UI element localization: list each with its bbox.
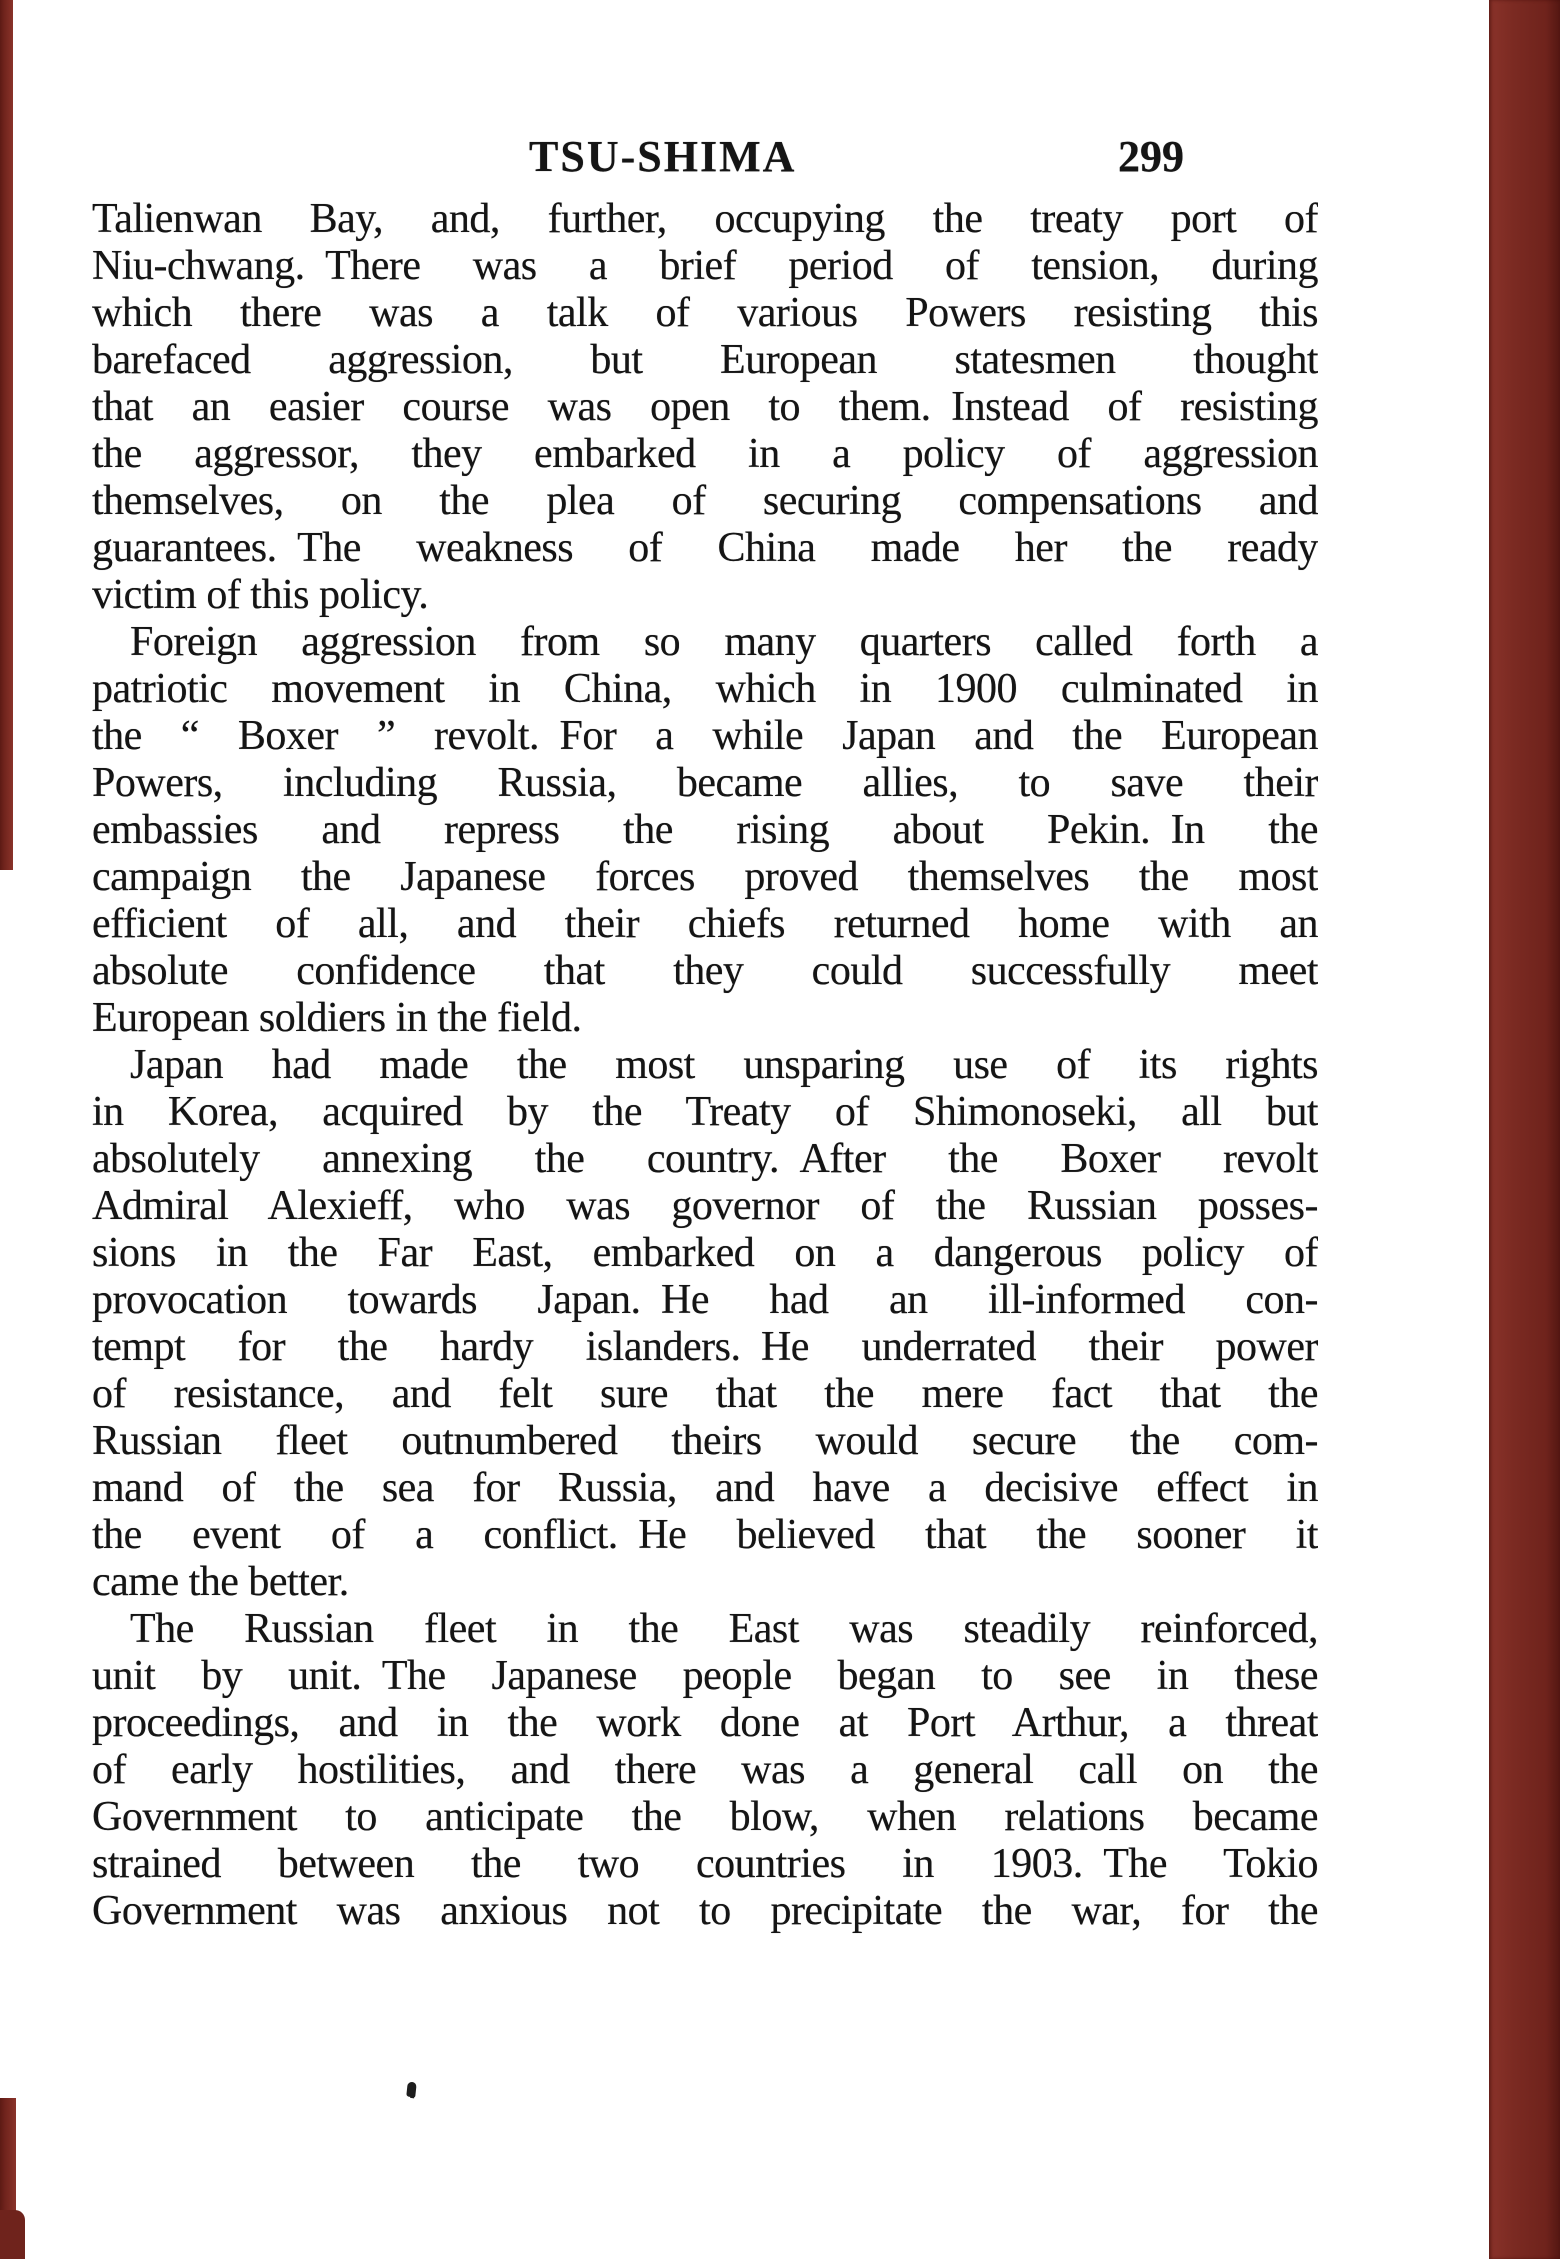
text-line: in Korea, acquired by the Treaty of Shimonoseki, all but — [92, 1089, 1318, 1135]
book-edge-right — [1489, 0, 1560, 2259]
text-line: campaign the Japanese forces proved themselves the most — [92, 854, 1318, 900]
book-edge-left-top — [0, 0, 13, 870]
text-line: Government to anticipate the blow, when relations became — [92, 1794, 1318, 1840]
text-line: The Russian fleet in the East was steadily reinforced, — [130, 1606, 1318, 1652]
book-edge-left-foot — [0, 2210, 25, 2259]
text-line: sions in the Far East, embarked on a dangerous policy of — [92, 1230, 1318, 1276]
text-line: tempt for the hardy islanders. He underrated their power — [92, 1324, 1318, 1370]
text-line: Government was anxious not to precipitate the war, for the — [92, 1888, 1318, 1934]
text-line: Russian fleet outnumbered theirs would secure the com- — [92, 1418, 1318, 1464]
text-line: came the better. — [92, 1559, 349, 1605]
text-line: which there was a talk of various Powers resisting this — [92, 290, 1318, 336]
text-line: the aggressor, they embarked in a policy of aggression — [92, 431, 1318, 477]
text-line: embassies and repress the rising about Pekin. In the — [92, 807, 1318, 853]
text-line: barefaced aggression, but European statesmen thought — [92, 337, 1318, 383]
text-line: of early hostilities, and there was a general call on the — [92, 1747, 1318, 1793]
text-line: proceedings, and in the work done at Port Arthur, a threat — [92, 1700, 1318, 1746]
text-line: provocation towards Japan. He had an ill-informed con- — [92, 1277, 1318, 1323]
text-line: victim of this policy. — [92, 572, 429, 618]
text-line: mand of the sea for Russia, and have a decisive effect in — [92, 1465, 1318, 1511]
text-line: that an easier course was open to them. Instead of resisting — [92, 384, 1318, 430]
text-column — [92, 196, 1318, 1935]
text-line: themselves, on the plea of securing compensations and — [92, 478, 1318, 524]
paragraph — [92, 196, 1318, 619]
page-number: 299 — [1118, 132, 1184, 181]
text-line: the “ Boxer ” revolt. For a while Japan and the European — [92, 713, 1318, 759]
text-line: efficient of all, and their chiefs returned home with an — [92, 901, 1318, 947]
text-line: guarantees. The weakness of China made her the ready — [92, 525, 1318, 571]
ink-speck — [406, 2082, 417, 2098]
text-line: Talienwan Bay, and, further, occupying the treaty port of — [92, 196, 1318, 242]
paragraph — [92, 1042, 1318, 1606]
text-line: Foreign aggression from so many quarters called forth a — [130, 619, 1318, 665]
page-title: TSU-SHIMA — [529, 132, 797, 181]
text-line: European soldiers in the field. — [92, 995, 582, 1041]
text-line: Niu-chwang. There was a brief period of tension, during — [92, 243, 1318, 289]
paragraph — [92, 1606, 1318, 1935]
text-line: absolute confidence that they could successfully meet — [92, 948, 1318, 994]
text-line: the event of a conflict. He believed that the sooner it — [92, 1512, 1318, 1558]
text-line: of resistance, and felt sure that the mere fact that the — [92, 1371, 1318, 1417]
running-header — [0, 134, 1560, 184]
text-line: Japan had made the most unsparing use of its rights — [130, 1042, 1318, 1088]
text-line: unit by unit. The Japanese people began to see in these — [92, 1653, 1318, 1699]
text-line: Powers, including Russia, became allies, to save their — [92, 760, 1318, 806]
text-line: strained between the two countries in 1903. The Tokio — [92, 1841, 1318, 1887]
text-line: absolutely annexing the country. After the Boxer revolt — [92, 1136, 1318, 1182]
text-line: Admiral Alexieff, who was governor of the Russian posses- — [92, 1183, 1318, 1229]
text-line: patriotic movement in China, which in 1900 culminated in — [92, 666, 1318, 712]
paragraph — [92, 619, 1318, 1042]
